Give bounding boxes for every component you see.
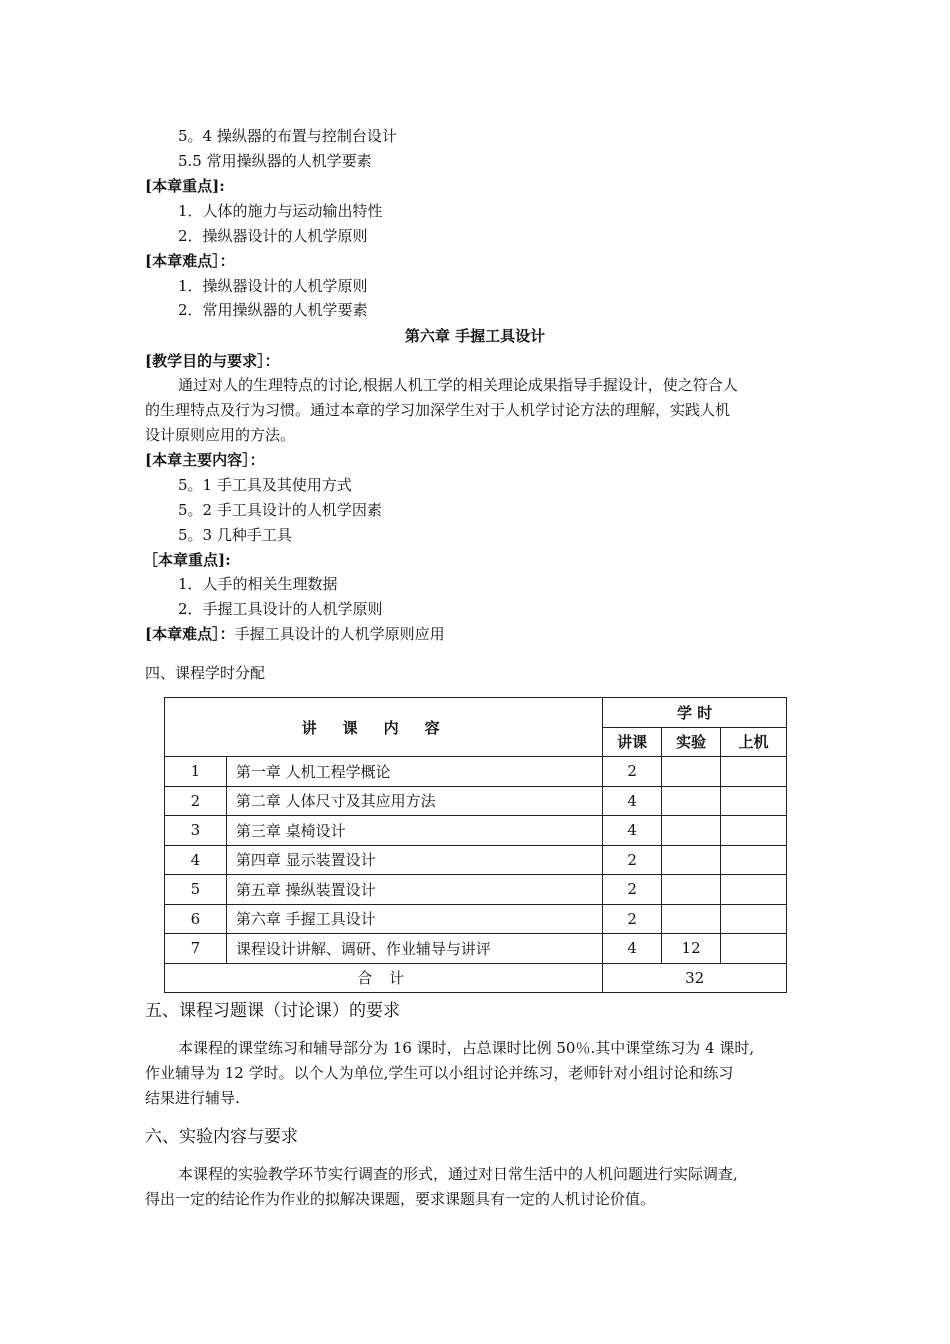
list-item: 2．操纵器设计的人机学原则 — [178, 227, 368, 245]
row-lecture: 2 — [603, 845, 662, 875]
table-header-row — [165, 698, 787, 728]
paragraph-line: 结果进行辅导. — [145, 1089, 240, 1107]
list-item: 5。1 手工具及其使用方式 — [178, 476, 352, 494]
list-item: 5.5 常用操纵器的人机学要素 — [178, 152, 372, 170]
table-total-row — [165, 963, 787, 993]
row-lecture: 4 — [603, 816, 662, 846]
list-item: 1．操纵器设计的人机学原则 — [178, 277, 368, 295]
row-number: 7 — [165, 934, 227, 964]
row-name: 第一章 人机工程学概论 — [226, 757, 602, 787]
total-value: 32 — [603, 963, 787, 993]
total-label: 合 计 — [165, 963, 603, 993]
list-item: 5。2 手工具设计的人机学因素 — [178, 501, 382, 519]
header-hours: 学 时 — [603, 698, 787, 728]
section6-title: 六、实验内容与要求 — [145, 1127, 298, 1147]
row-number: 1 — [165, 757, 227, 787]
row-name: 第六章 手握工具设计 — [226, 904, 602, 934]
row-name: 第三章 桌椅设计 — [226, 816, 602, 846]
row-experiment — [662, 816, 721, 846]
table-row — [165, 757, 787, 787]
row-name: 第二章 人体尺寸及其应用方法 — [226, 786, 602, 816]
row-experiment: 12 — [662, 934, 721, 964]
row-computer — [721, 757, 787, 787]
header-content: 讲课内容 — [165, 698, 603, 757]
row-computer — [721, 786, 787, 816]
row-number: 3 — [165, 816, 227, 846]
chapter6-difficulties — [145, 624, 445, 644]
list-item: 5。4 操纵器的布置与控制台设计 — [178, 127, 397, 145]
row-experiment — [662, 845, 721, 875]
paragraph-line: 本课程的课堂练习和辅导部分为 16 课时，占总课时比例 50％.其中课堂练习为 4 课时, — [178, 1039, 755, 1057]
chapter6-title: 第六章 手握工具设计 — [404, 327, 546, 345]
row-computer — [721, 934, 787, 964]
row-number: 2 — [165, 786, 227, 816]
chapter5-key-points-label: [本章重点]: — [145, 177, 225, 195]
row-experiment — [662, 757, 721, 787]
list-item: 1．人手的相关生理数据 — [178, 575, 338, 593]
row-lecture: 2 — [603, 875, 662, 905]
row-lecture: 4 — [603, 786, 662, 816]
table-row — [165, 845, 787, 875]
header-experiment: 实验 — [662, 727, 721, 757]
table-row — [165, 904, 787, 934]
row-computer — [721, 875, 787, 905]
paragraph-line: 设计原则应用的方法。 — [145, 426, 296, 444]
row-computer — [721, 904, 787, 934]
paragraph-line: 通过对人的生理特点的讨论,根据人机工学的相关理论成果指导手握设计，使之符合人 — [178, 376, 738, 394]
row-number: 4 — [165, 845, 227, 875]
table-row — [165, 786, 787, 816]
row-experiment — [662, 904, 721, 934]
row-name: 课程设计讲解、调研、作业辅导与讲评 — [226, 934, 602, 964]
section5-title: 五、课程习题课（讨论课）的要求 — [145, 1001, 400, 1021]
row-experiment — [662, 875, 721, 905]
chapter6-difficulties-text: 手握工具设计的人机学原则应用 — [234, 625, 445, 643]
header-computer: 上机 — [721, 727, 787, 757]
list-item: 1．人体的施力与运动输出特性 — [178, 202, 383, 220]
chapter6-key-points-label: ［本章重点]: — [143, 551, 231, 569]
row-computer — [721, 845, 787, 875]
row-number: 6 — [165, 904, 227, 934]
chapter6-difficulties-label: [本章难点］： — [145, 625, 235, 643]
row-lecture: 4 — [603, 934, 662, 964]
table-row — [165, 875, 787, 905]
table-row — [165, 816, 787, 846]
section4-title: 四、课程学时分配 — [145, 664, 266, 682]
row-lecture: 2 — [603, 904, 662, 934]
row-experiment — [662, 786, 721, 816]
header-lecture: 讲课 — [603, 727, 662, 757]
table-row — [165, 934, 787, 964]
chapter6-goals-label: [教学目的与要求］： — [145, 352, 280, 370]
row-number: 5 — [165, 875, 227, 905]
row-name: 第四章 显示装置设计 — [226, 845, 602, 875]
paragraph-line: 的生理特点及行为习惯。通过本章的学习加深学生对于人机学讨论方法的理解，实践人机 — [145, 401, 731, 419]
row-computer — [721, 816, 787, 846]
chapter5-difficulties-label: [本章难点］： — [145, 252, 235, 270]
list-item: 2．手握工具设计的人机学原则 — [178, 600, 383, 618]
row-name: 第五章 操纵装置设计 — [226, 875, 602, 905]
paragraph-line: 本课程的实验教学环节实行调查的形式，通过对日常生活中的人机问题进行实际调查, — [178, 1165, 738, 1183]
paragraph-line: 作业辅导为 12 学时。以个人为单位,学生可以小组讨论并练习，老师针对小组讨论和练习 — [145, 1064, 734, 1082]
list-item: 5。3 几种手工具 — [178, 526, 292, 544]
hours-table — [164, 697, 787, 993]
paragraph-line: 得出一定的结论作为作业的拟解决课题，要求课题具有一定的人机讨论价值。 — [145, 1190, 656, 1208]
chapter6-content-label: [本章主要内容］： — [145, 451, 265, 469]
list-item: 2．常用操纵器的人机学要素 — [178, 301, 368, 319]
row-lecture: 2 — [603, 757, 662, 787]
